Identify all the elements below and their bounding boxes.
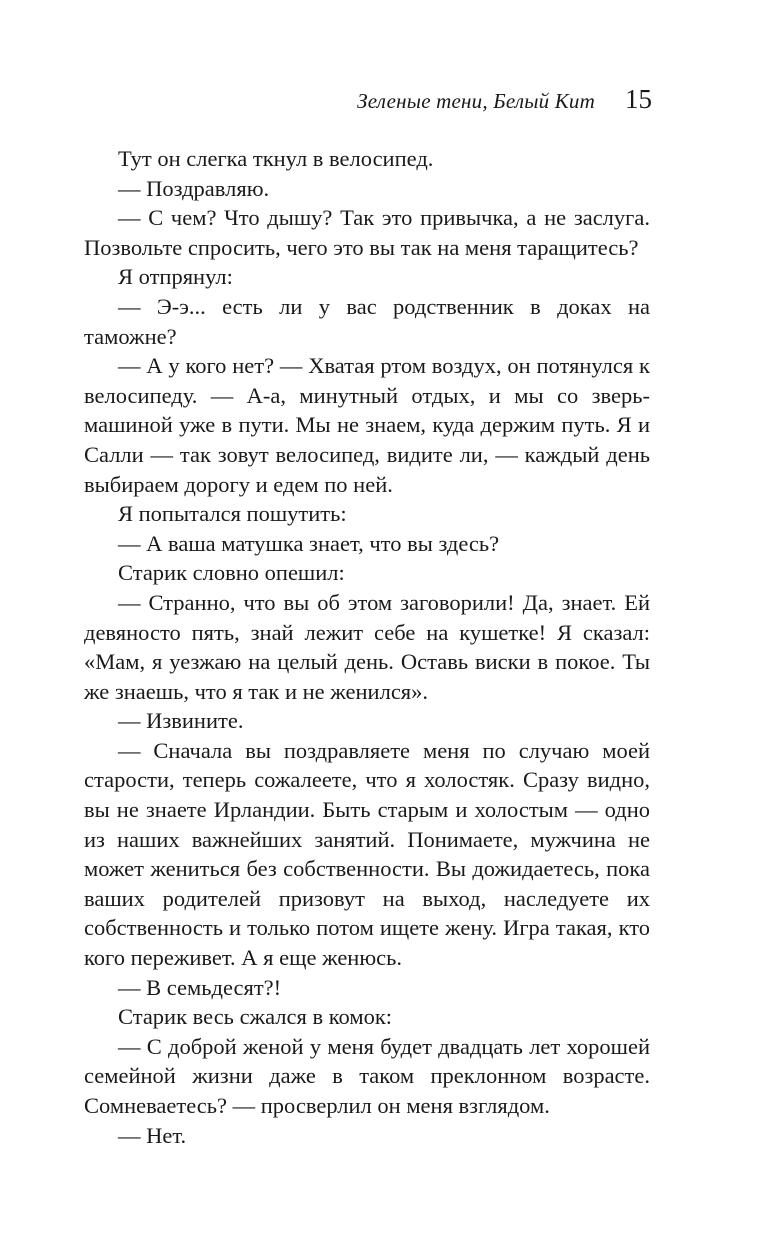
paragraph: Старик весь сжался в комок: xyxy=(118,1004,392,1030)
paragraph: — С чем? Что дышу? Так это привычка, а не заслуга. Позвольте спросить, чего это вы так на меня таращитесь? xyxy=(84,205,650,260)
paragraph: — Сначала вы поздравляете меня по случаю моей старости, теперь сожалеете, что я холостяк. Сразу видно, вы не знаете Ирландии. Быть старым и холостым — одно из наших важнейших занятий. Понимаете, мужчина не может жениться без собственности. Вы дожидаетесь, пока ваших родителей призовут на выход, наследуете их собственность и только потом ищете жену. Игра такая, кто кого переживет. А я еще женюсь. xyxy=(84,737,650,971)
paragraph: — С доброй женой у меня будет двадцать лет хорошей семейной жизни даже в таком преклонном возрасте. Сомневаетесь? — просверлил он меня взглядом. xyxy=(84,1033,650,1118)
paragraph: — Нет. xyxy=(118,1122,187,1148)
paragraph: — В семьдесят?! xyxy=(118,974,282,1000)
page-number: 15 xyxy=(625,84,652,114)
paragraph: — А ваша матушка знает, что вы здесь? xyxy=(118,530,500,556)
paragraph: — А у кого нет? — Хватая ртом воздух, он потянулся к велосипеду. — А-а, минутный отдых, и мы со зверь-машиной уже в пути. Мы не знаем, куда держим путь. Я и Салли — так зовут велосипед, видите ли, — каждый день выбираем дорогу и едем по ней. xyxy=(84,353,650,497)
paragraph: Я отпрянул: xyxy=(118,264,233,290)
paragraph: Я попытался пошутить: xyxy=(118,501,347,527)
paragraph: — Э-э... есть ли у вас родственник в доках на таможне? xyxy=(84,293,650,349)
paragraph: — Странно, что вы об этом заговорили! Да, знает. Ей девяносто пять, знай лежит себе на кушетке! Я сказал: «Мам, я уезжаю на целый день. Оставь виски в покое. Ты же знаешь, что я так и не женился». xyxy=(84,589,650,704)
paragraph: — Поздравляю. xyxy=(118,175,270,201)
body-text xyxy=(84,144,650,1150)
running-head xyxy=(357,84,652,115)
paragraph: Тут он слегка ткнул в велосипед. xyxy=(118,146,434,171)
running-title: Зеленые тени, Белый Кит xyxy=(357,89,595,113)
paragraph: Старик словно опешил: xyxy=(118,560,345,586)
paragraph: — Извините. xyxy=(118,708,244,734)
